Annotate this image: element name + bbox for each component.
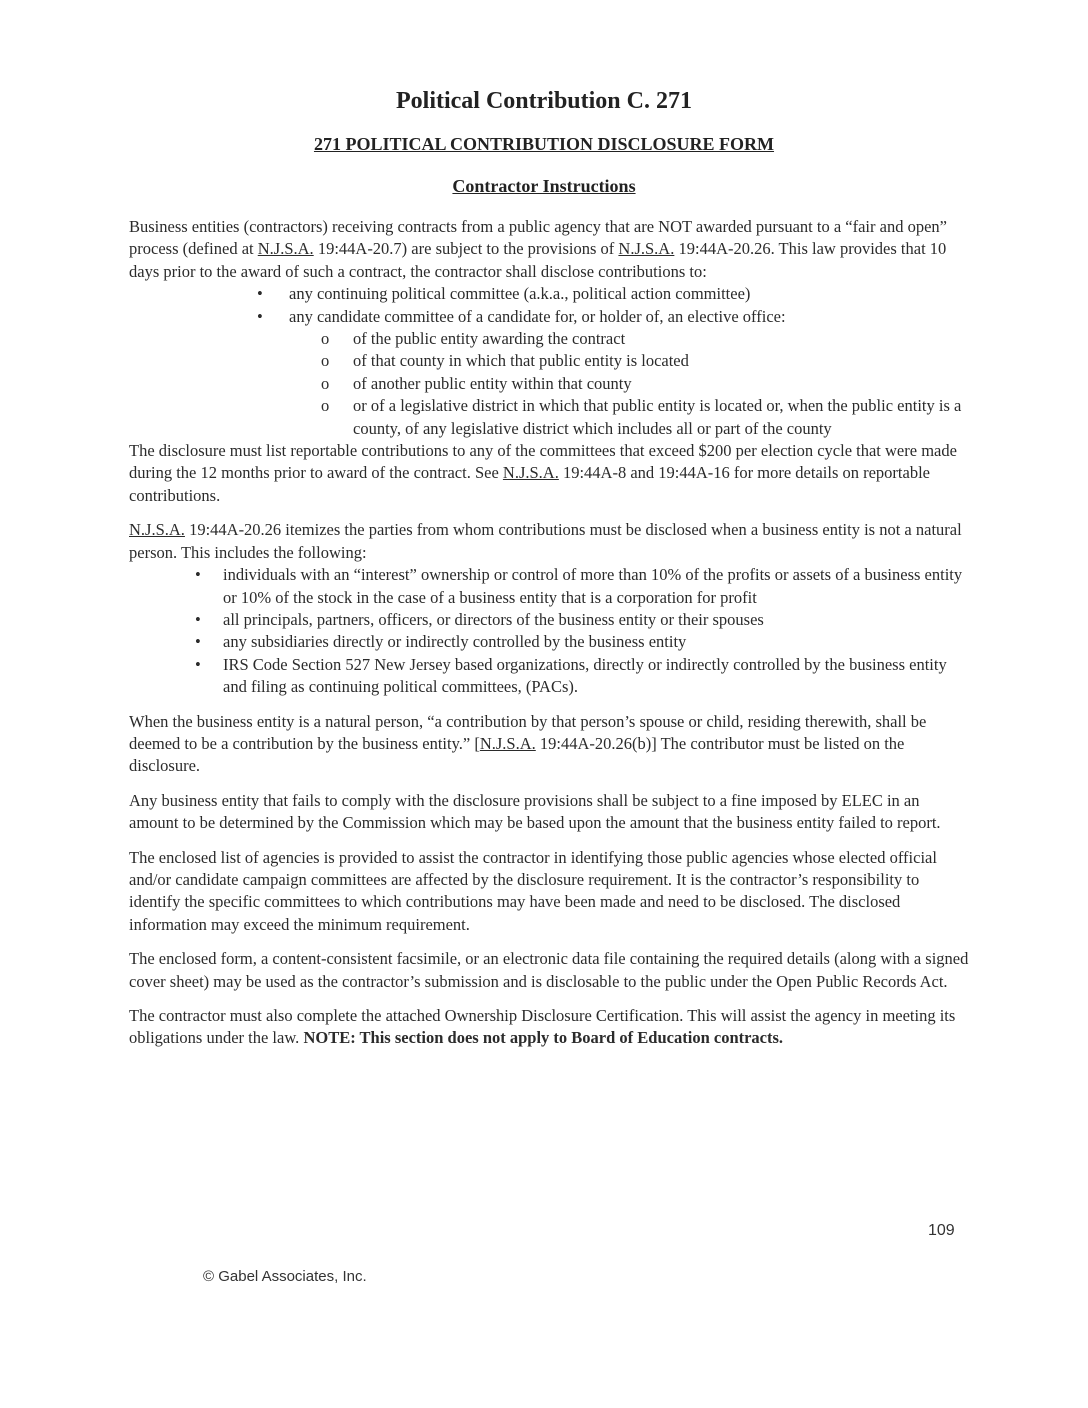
bullet-icon: • <box>195 654 201 674</box>
text: 19:44A-20.26. This law provides that 10 days prior to the award of such a contract, the contractor shall disclose contributions to: <box>129 239 947 281</box>
circle-bullet-icon: o <box>321 396 330 416</box>
list-item <box>129 609 969 631</box>
list-item <box>129 350 969 372</box>
text: The contractor must also complete the attached Ownership Disclosure Certification. This will assist the agency in meeting its obligations under the law. <box>129 1006 956 1048</box>
list-item-text: any continuing political committee (a.k.a., political action committee) <box>289 284 751 304</box>
bullet-icon: • <box>195 632 201 652</box>
parties-list <box>129 564 969 698</box>
paragraph-form: The enclosed form, a content-consistent facsimile, or an electronic data file containing the required details (along with a signed cover sheet) may be used as the contractor’s submission and is disclosable to the public under the Open Public Records Act. <box>129 949 969 991</box>
list-item-text: all principals, partners, officers, or directors of the business entity or their spouses <box>223 609 764 629</box>
list-item <box>129 654 969 699</box>
paragraph-natural-person <box>129 711 969 778</box>
bullet-icon: • <box>195 609 201 629</box>
text: The disclosure must list reportable contributions to any of the committees that exceed $200 per election cycle that were made during the 12 months prior to award of the contract. See <box>129 441 957 483</box>
statute-reference: N.J.S.A. <box>618 239 675 259</box>
list-item <box>129 373 969 395</box>
list-item <box>129 564 969 609</box>
list-item <box>129 328 969 350</box>
form-title: 271 POLITICAL CONTRIBUTION DISCLOSURE FORM <box>313 134 775 154</box>
committee-list <box>129 283 969 328</box>
list-item-text: individuals with an “interest” ownership or control of more than 10% of the profits or assets of a business entity or 10% of the stock in the case of a business entity that is a corporation for profit <box>223 565 963 607</box>
statute-reference: N.J.S.A. <box>502 463 559 483</box>
paragraph-fine: Any business entity that fails to comply with the disclosure provisions shall be subject to a fine imposed by ELEC in an amount to be determined by the Commission which may be based upon the amount that the business entity failed to report. <box>129 790 941 833</box>
list-item <box>129 283 969 305</box>
paragraph-ownership <box>129 1005 969 1050</box>
circle-bullet-icon: o <box>321 373 330 393</box>
list-item <box>129 395 969 440</box>
text: 19:44A-20.26(b)] The contributor must be listed on the disclosure. <box>129 733 905 776</box>
bullet-icon: • <box>195 565 201 585</box>
paragraph-intro <box>129 216 969 283</box>
list-item-text: of that county in which that public entity is located <box>353 351 689 371</box>
paragraph-agencies: The enclosed list of agencies is provided to assist the contractor in identifying those public agencies whose elected official and/or candidate campaign committees are affected by the disclosure requirement. It is the contractor’s responsibility to identify the specific committees to which contributions may have been made and need to be disclosed. The disclosed information may exceed the minimum requirement. <box>129 847 937 934</box>
bullet-icon: • <box>257 306 263 326</box>
statute-reference: N.J.S.A. <box>257 239 314 259</box>
list-item <box>129 306 969 328</box>
paragraph-reportable <box>129 440 969 507</box>
page-number: 109 <box>928 1222 955 1239</box>
note-text: NOTE: This section does not apply to Board of Education contracts. <box>303 1028 784 1048</box>
circle-bullet-icon: o <box>321 351 330 371</box>
document-body <box>129 216 969 1062</box>
text: 19:44A-8 and 19:44A-16 for more details on reportable contributions. <box>129 463 930 505</box>
text: When the business entity is a natural person, “a contribution by that person’s spouse or child, residing therewith, shall be deemed to be a contribution by the business entity.” [ <box>129 711 927 753</box>
page-title: Political Contribution C. 271 <box>395 88 692 114</box>
section-title: Contractor Instructions <box>452 176 636 196</box>
text: Business entities (contractors) receiving contracts from a public agency that are NOT awarded pursuant to a “fair and open” process (defined at <box>129 217 947 259</box>
text: 19:44A-20.26 itemizes the parties from whom contributions must be disclosed when a business entity is not a natural person. This includes the following: <box>129 520 962 562</box>
copyright-footer: © Gabel Associates, Inc. <box>203 1268 367 1285</box>
statute-reference: N.J.S.A. <box>129 520 185 540</box>
list-item-text: or of a legislative district in which that public entity is located or, when the public entity is a county, of any legislative district which includes all or part of the county <box>353 396 962 438</box>
circle-bullet-icon: o <box>321 329 330 349</box>
list-item-text: of the public entity awarding the contract <box>353 329 626 349</box>
list-item-text: any candidate committee of a candidate for, or holder of, an elective office: <box>289 306 786 326</box>
list-item-text: IRS Code Section 527 New Jersey based organizations, directly or indirectly controlled by the business entity and filing as continuing political committees, (PACs). <box>223 654 947 697</box>
paragraph-parties <box>129 519 969 564</box>
list-item-text: any subsidiaries directly or indirectly controlled by the business entity <box>223 632 687 652</box>
list-item <box>129 631 969 653</box>
list-item-text: of another public entity within that county <box>353 373 632 393</box>
statute-reference: N.J.S.A. <box>479 733 536 753</box>
text: 19:44A-20.7) are subject to the provisions of <box>313 239 619 259</box>
bullet-icon: • <box>257 284 263 304</box>
office-list <box>129 328 969 440</box>
